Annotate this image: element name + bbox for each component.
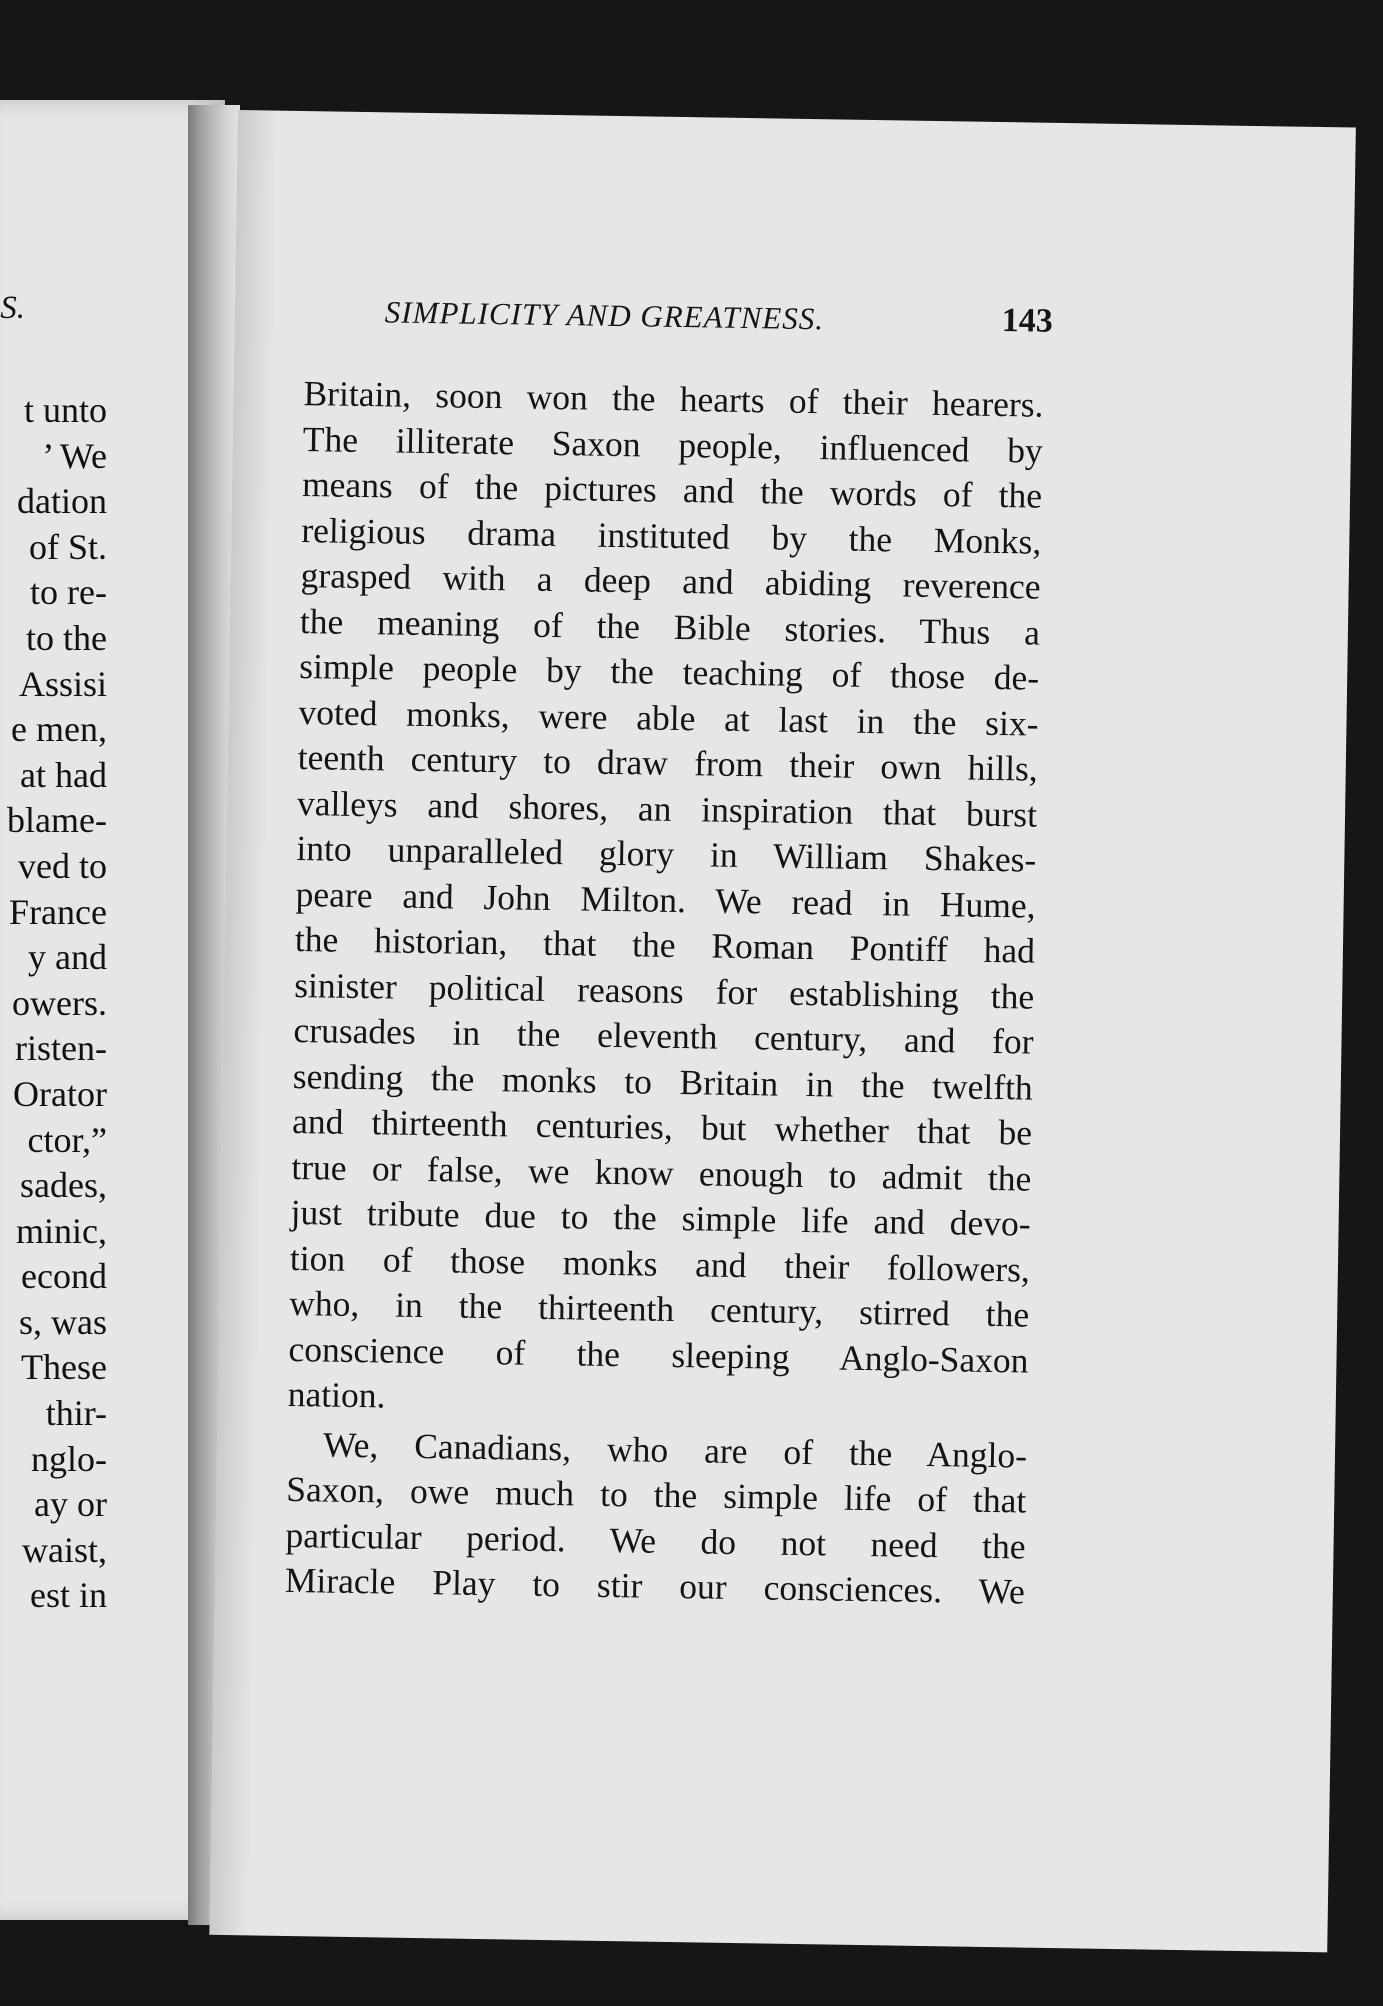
left-running-head: S. (0, 290, 25, 326)
left-text-line: s, was (19, 1301, 107, 1342)
right-page (209, 110, 1356, 1952)
text-line: the historian, that the Roman Pontiff had (294, 918, 1036, 971)
left-text-line: thir- (45, 1393, 107, 1434)
left-text-line: ’ We (42, 435, 107, 476)
text-line: voted monks, were able at last in the six- (298, 691, 1039, 744)
text-line: and thirteenth centuries, but whether that be (291, 1100, 1033, 1153)
text-line: Miracle Play to stir our consciences. We (284, 1559, 1026, 1612)
text-line: We, Canadians, who are of the Anglo- (322, 1424, 1028, 1476)
text-line: true or false, we know enough to admit the (291, 1146, 1032, 1199)
left-text-line: sades, (20, 1165, 107, 1206)
text-line: just tribute due to the simple life and devo- (290, 1191, 1031, 1244)
text-line: tion of those monks and their followers, (289, 1237, 1031, 1290)
left-text-line: blame- (7, 800, 107, 841)
left-text-line: y and (28, 937, 107, 978)
text-line: particular period. We do not need the (285, 1514, 1026, 1567)
left-text-line: e men, (11, 709, 107, 750)
text-line: means of the pictures and the words of the (301, 464, 1043, 516)
left-text-line: nglo- (31, 1438, 107, 1479)
text-line: sinister political reasons for establishing the (293, 964, 1035, 1017)
left-text-line: waist, (22, 1529, 107, 1570)
page-header (384, 294, 1053, 348)
paragraph (285, 1421, 1028, 1615)
text-line: crusades in the eleventh century, and for (293, 1009, 1034, 1062)
left-text-line: dation (17, 481, 107, 522)
text-line: into unparalleled glory in William Shakes- (296, 828, 1037, 880)
text-line: Saxon, owe much to the simple life of that (286, 1468, 1027, 1521)
left-text-line: These (21, 1347, 107, 1388)
paragraph (287, 371, 1043, 1429)
text-line: teenth century to draw from their own hills, (297, 737, 1039, 789)
left-page-text (7, 388, 107, 1619)
text-line: sending the monks to Britain in the twelfth (292, 1055, 1034, 1108)
left-text-line: France (9, 891, 107, 932)
left-text-line: ctor,” (27, 1119, 107, 1160)
text-line: The illiterate Saxon people, influenced by (302, 418, 1044, 471)
left-text-line: ay or (34, 1484, 107, 1525)
left-text-line: minic, (16, 1210, 107, 1251)
left-text-line: to the (26, 617, 107, 658)
running-head-title: SIMPLICITY AND GREATNESS. (384, 294, 825, 337)
text-line: Britain, soon won the hearts of their hearers. (303, 373, 1044, 425)
left-text-line: to re- (30, 572, 107, 613)
text-line: conscience of the sleeping Anglo-Saxon (288, 1328, 1029, 1381)
left-text-line: owers. (12, 982, 107, 1023)
left-text-line: of St. (28, 526, 107, 567)
left-text-line: Orator (13, 1073, 107, 1114)
text-line: simple people by the teaching of those de- (298, 646, 1040, 698)
text-line: who, in the thirteenth century, stirred the (288, 1282, 1030, 1335)
left-text-line: ved to (18, 845, 107, 886)
text-line: grasped with a deep and abiding reverence (300, 555, 1041, 607)
text-line: the meaning of the Bible stories. Thus a (299, 600, 1041, 653)
page-number: 143 (1001, 302, 1054, 340)
left-text-line: t unto (23, 390, 107, 430)
left-text-line: econd (21, 1256, 107, 1297)
left-text-line: Assisi (18, 663, 107, 704)
text-line: valleys and shores, an inspiration that burst (296, 782, 1038, 835)
left-text-line: at had (20, 754, 107, 795)
body-text (285, 371, 1044, 1615)
left-text-line: est in (30, 1575, 107, 1616)
text-line: nation. (287, 1373, 386, 1416)
text-line: peare and John Milton. We read in Hume, (295, 873, 1036, 926)
left-text-line: risten- (15, 1028, 107, 1069)
text-line: religious drama instituted by the Monks, (301, 509, 1042, 562)
